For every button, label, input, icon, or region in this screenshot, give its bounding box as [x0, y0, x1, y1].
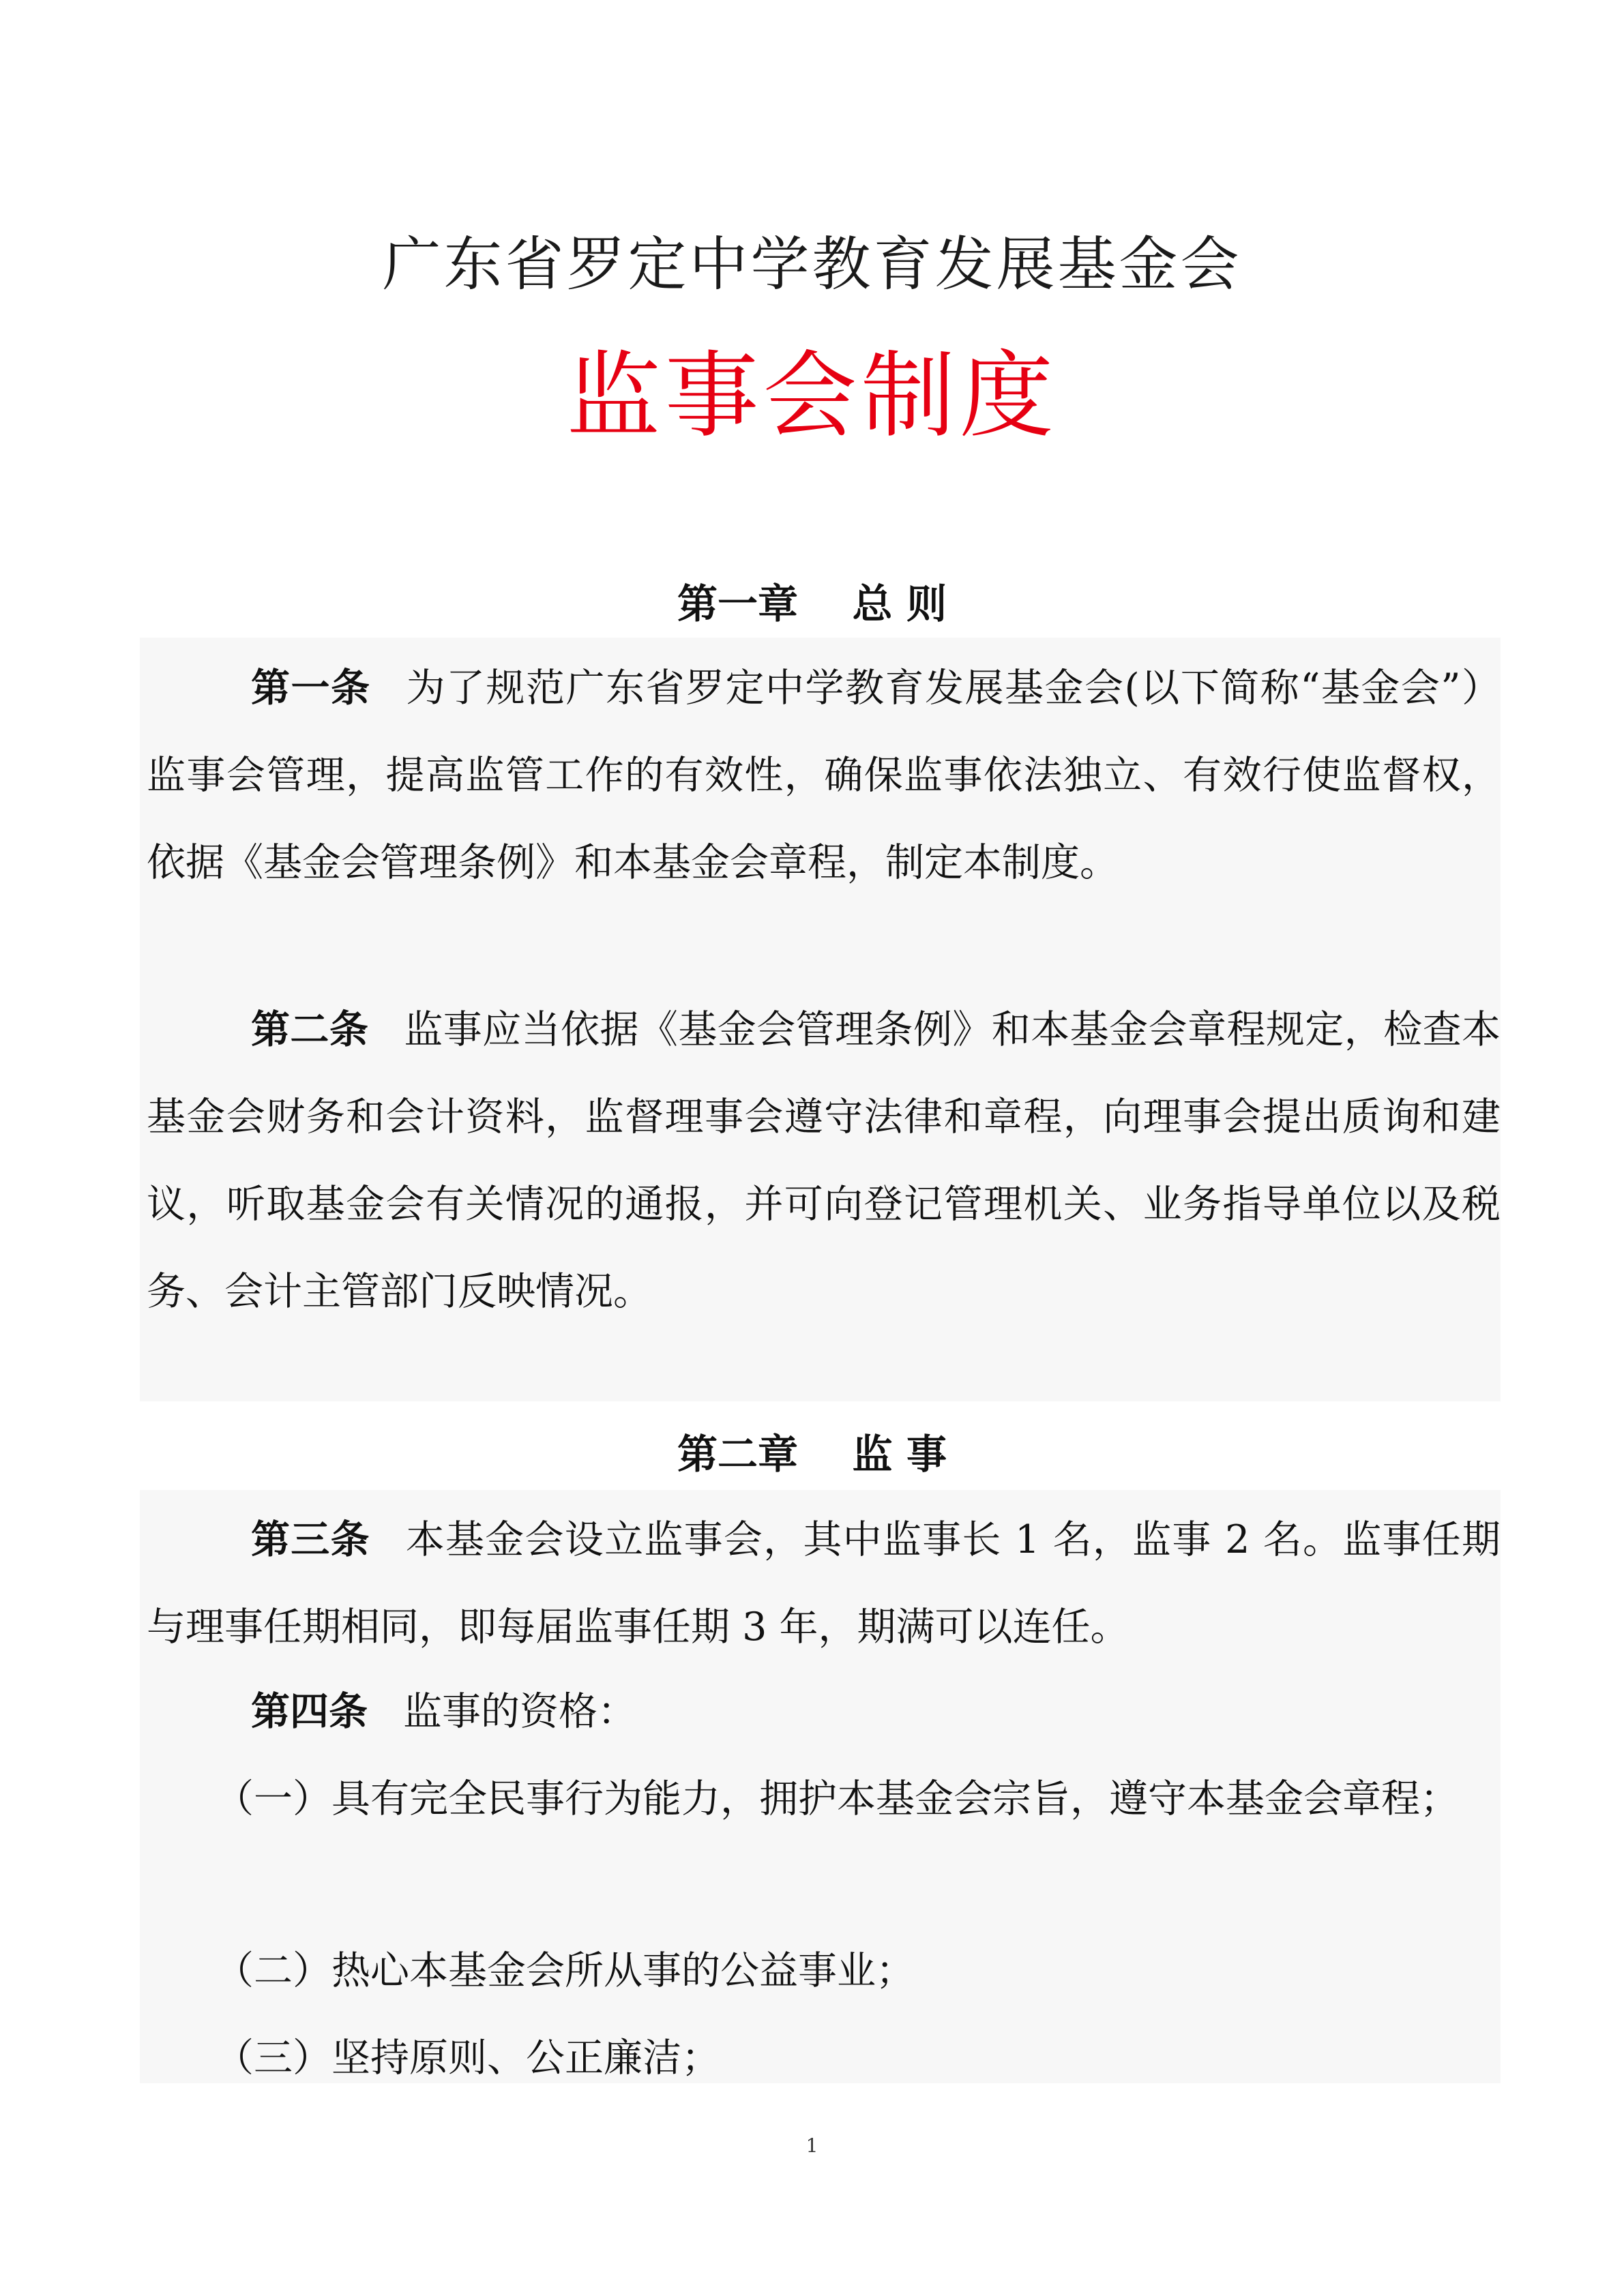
article-label: 第二条 — [251, 1007, 369, 1052]
article-text: 监事应当依据《基金会管理条例》和本基金会章程规定，检查本基金会财务和会计资料，监督理事会遵守法律和章程，向理事会提出质询和建议，听取基金会有关情况的通报，并可向登记管理机关、业务指导单位以及税务、会计主管部门反映情况。 — [147, 1007, 1501, 1314]
article-paragraph — [147, 1496, 1501, 1671]
document-subtitle: 监事会制度 — [566, 341, 1058, 451]
page-number: 1 — [806, 2134, 818, 2157]
chapter-heading: 第一章 总 则 — [677, 580, 947, 627]
article-label: 第四条 — [251, 1689, 368, 1734]
article-label: 第三条 — [251, 1517, 370, 1562]
list-item: （一）具有完全民事行为能力，拥护本基金会宗旨，遵守本基金会章程； — [215, 1776, 1459, 1821]
article-paragraph — [147, 644, 1501, 906]
article-text: 本基金会设立监事会，其中监事长 1 名，监事 2 名。监事任期与理事任期相同，即每届监事任期 3 年，期满可以连任。 — [147, 1517, 1501, 1650]
article-text: 为了规范广东省罗定中学教育发展基金会(以下简称“基金会”）监事会管理，提高监管工作的有效性，确保监事依法独立、有效行使监督权，依据《基金会管理条例》和本基金会章程，制定本制度。 — [147, 666, 1501, 885]
article-text: 监事的资格： — [403, 1689, 636, 1734]
list-item: （二）热心本基金会所从事的公益事业； — [215, 1948, 915, 1993]
list-item: （三）坚持原则、公正廉洁； — [215, 2036, 720, 2081]
article-paragraph — [147, 986, 1501, 1335]
article-paragraph — [147, 1668, 1501, 1755]
article-label: 第一条 — [251, 666, 371, 711]
chapter-heading: 第二章 监 事 — [677, 1431, 947, 1478]
document-title: 广东省罗定中学教育发展基金会 — [382, 230, 1242, 299]
